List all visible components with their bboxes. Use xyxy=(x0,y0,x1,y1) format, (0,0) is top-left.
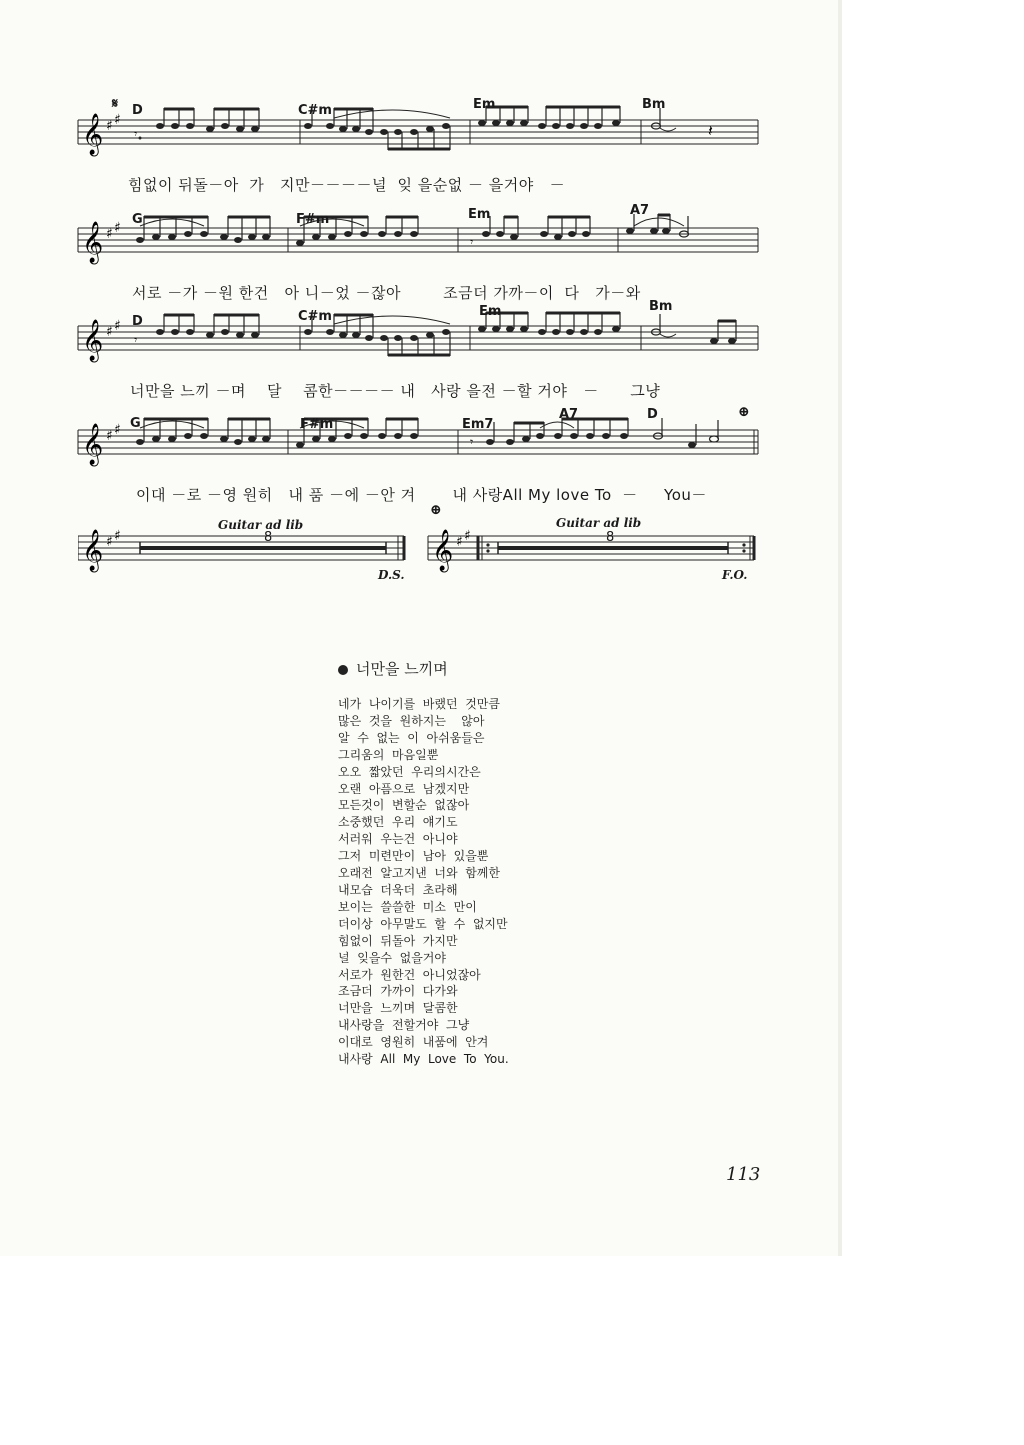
lyrics-block xyxy=(338,696,509,1068)
score-system-3 xyxy=(78,299,760,416)
lyrics-line: 서로가 원한건 아니었잖아 xyxy=(338,967,481,982)
lyrics-line: 널 잊을수 없을거야 xyxy=(338,950,446,965)
lyrics-line: 네가 나이기를 바랬던 것만큼 xyxy=(338,697,500,711)
svg-text:♯: ♯ xyxy=(106,118,113,134)
lyric-line: 힘없이 뒤돌－아 가 지만－－－－널 잊 을순없 － 을거야 － xyxy=(128,176,566,194)
svg-text:𝄾: 𝄾 xyxy=(134,127,138,141)
chord-label: G xyxy=(132,212,143,227)
coda-symbol: ⊕ xyxy=(738,404,750,420)
chord-label: A7 xyxy=(630,203,650,218)
svg-text:♯: ♯ xyxy=(106,324,113,340)
bullet-icon xyxy=(338,665,348,675)
svg-text:𝄞: 𝄞 xyxy=(82,424,104,465)
lyrics-line: 많은 것을 원하지는 않아 xyxy=(338,713,485,728)
lyrics-line: 오오 짧았던 우리의시간은 xyxy=(338,764,481,779)
svg-text:♯: ♯ xyxy=(114,528,121,544)
guitar-ad-lib-section xyxy=(78,502,760,590)
lyrics-line: 내사랑 All My Love To You. xyxy=(338,1052,509,1067)
svg-text:♯: ♯ xyxy=(106,428,113,444)
svg-text:♯: ♯ xyxy=(464,528,471,544)
svg-text:𝄞: 𝄞 xyxy=(82,222,104,263)
chord-label: Bm xyxy=(642,97,666,112)
lyrics-line: 그저 미련만이 남아 있을뿐 xyxy=(338,849,489,864)
chord-label: Em7 xyxy=(462,417,494,432)
svg-text:𝄞: 𝄞 xyxy=(82,530,104,571)
chord-label: Em xyxy=(479,304,502,319)
staff-3 xyxy=(78,306,760,366)
svg-text:♯: ♯ xyxy=(114,112,121,128)
svg-text:𝄽: 𝄽 xyxy=(708,121,713,140)
svg-text:𝄞: 𝄞 xyxy=(82,114,104,155)
staff-2 xyxy=(78,208,760,268)
lyrics-line: 이대로 영원히 내품에 안겨 xyxy=(338,1035,489,1050)
svg-text:♯: ♯ xyxy=(106,534,113,550)
page-edge xyxy=(838,0,842,1256)
song-title-text: 너만을 느끼며 xyxy=(356,660,448,678)
lyric-line: 이대 －로 －영 원히 내 품 －에 －안 겨 내 사랑All My love To － You－ xyxy=(136,486,707,504)
measure-count: 8 xyxy=(264,530,273,545)
chord-label: D xyxy=(132,103,143,118)
lyrics-line: 더이상 아무말도 할 수 없지만 xyxy=(338,916,508,931)
score-system-4 xyxy=(78,404,760,520)
lyric-line: 너만을 느끼 －며 달 콤한－－－－ 내 사랑 을전 －할 거야 － 그냥 xyxy=(130,382,661,400)
lyrics-line: 힘없이 뒤돌아 가지만 xyxy=(338,933,458,948)
lyrics-line: 내사랑을 전할거야 그냥 xyxy=(338,1018,470,1033)
chord-label: C#m xyxy=(298,103,332,118)
chord-label: Bm xyxy=(649,299,673,314)
chord-label: Em xyxy=(473,97,496,112)
lyrics-line: 내모습 더욱더 초라해 xyxy=(338,882,458,897)
chord-label: F#m xyxy=(296,212,330,227)
lyrics-line: 오래전 알고지낸 너와 함께한 xyxy=(338,866,500,881)
svg-text:𝄞: 𝄞 xyxy=(432,530,454,571)
svg-text:𝄾: 𝄾 xyxy=(134,333,138,347)
chord-label: G xyxy=(130,416,141,431)
song-title xyxy=(338,658,448,679)
page-number: 113 xyxy=(726,1164,761,1185)
segno-symbol: 𝄋 xyxy=(112,96,119,112)
lyrics-line: 오랜 아픔으로 남겠지만 xyxy=(338,781,470,796)
guitar-ad-lib-label: Guitar ad lib xyxy=(556,516,642,530)
lyrics-line: 조금더 가까이 다가와 xyxy=(338,984,458,999)
svg-text:♯: ♯ xyxy=(114,318,121,334)
lyrics-line: 모든것이 변할순 없잖아 xyxy=(338,798,470,813)
guitar-ad-lib-label: Guitar ad lib xyxy=(218,518,304,532)
svg-text:♯: ♯ xyxy=(456,534,463,550)
lyrics-line: 알 수 없는 이 아쉬움들은 xyxy=(338,730,485,745)
lyrics-line: 소중했던 우리 얘기도 xyxy=(338,815,458,830)
chord-label: D xyxy=(132,314,143,329)
svg-text:𝄾: 𝄾 xyxy=(470,235,474,249)
ds-mark: D.S. xyxy=(378,568,405,582)
tail-staves xyxy=(78,510,760,590)
chord-label: D xyxy=(647,407,658,422)
chord-label: A7 xyxy=(559,407,579,422)
fo-mark: F.O. xyxy=(722,568,748,582)
lyrics-line: 서러워 우는건 아니야 xyxy=(338,832,458,847)
lyrics-line: 그리움의 마음일뿐 xyxy=(338,747,439,762)
svg-text:𝄾: 𝄾 xyxy=(470,435,474,449)
lyric-line: 서로 －가 －원 한건 아 니－었 －잖아 조금더 가까－이 다 가－와 xyxy=(132,284,641,302)
lyrics-line: 보이는 쓸쓸한 미소 만이 xyxy=(338,899,477,914)
chord-label: C#m xyxy=(298,309,332,324)
measure-count: 8 xyxy=(606,530,615,545)
chord-label: Em xyxy=(468,207,491,222)
svg-text:♯: ♯ xyxy=(106,226,113,242)
svg-text:𝄞: 𝄞 xyxy=(82,320,104,361)
score-system-1 xyxy=(78,96,760,210)
lyrics-line: 너만을 느끼며 달콤한 xyxy=(338,1001,458,1016)
svg-text:♯: ♯ xyxy=(114,422,121,438)
svg-text:♯: ♯ xyxy=(114,220,121,236)
chord-label: F#m xyxy=(300,417,334,432)
coda-symbol: ⊕ xyxy=(430,502,442,518)
